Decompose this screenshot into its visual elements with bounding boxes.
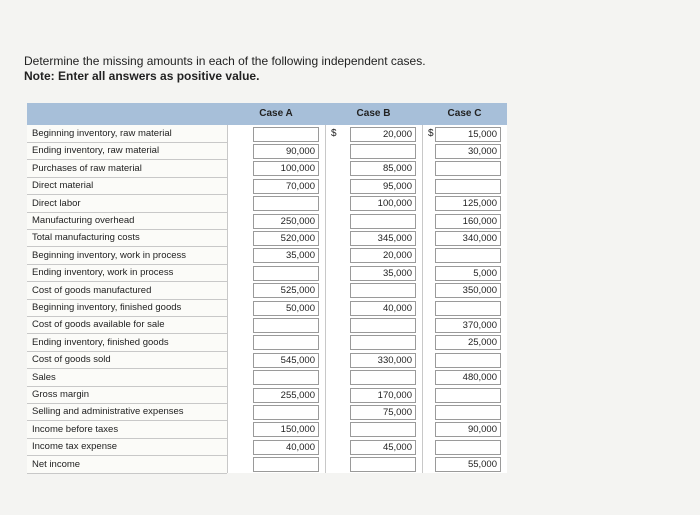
- case-c-input[interactable]: [435, 301, 501, 316]
- case-c-input[interactable]: [435, 196, 501, 211]
- case-b-input[interactable]: [350, 144, 416, 159]
- column-divider: [422, 125, 423, 473]
- case-c-input[interactable]: [435, 388, 501, 403]
- row-label: Beginning inventory, raw material: [27, 125, 227, 143]
- case-c-column: [422, 125, 507, 473]
- column-divider: [227, 125, 228, 473]
- case-c-input[interactable]: [435, 161, 501, 176]
- case-c-input[interactable]: [435, 405, 501, 420]
- case-a-input[interactable]: [253, 457, 319, 472]
- row-label: Income before taxes: [27, 421, 227, 439]
- row-label: Purchases of raw material: [27, 160, 227, 178]
- cases-table: [27, 103, 507, 473]
- row-label: Beginning inventory, finished goods: [27, 299, 227, 317]
- case-c-input[interactable]: [435, 283, 501, 298]
- case-b-input[interactable]: [350, 266, 416, 281]
- case-a-input[interactable]: [253, 440, 319, 455]
- question-prompt: Determine the missing amounts in each of the following independent cases.: [24, 54, 426, 68]
- case-a-input[interactable]: [253, 144, 319, 159]
- case-a-input[interactable]: [253, 179, 319, 194]
- row-label: Direct labor: [27, 195, 227, 213]
- row-label: Ending inventory, raw material: [27, 142, 227, 160]
- case-b-input[interactable]: [350, 161, 416, 176]
- case-c-input[interactable]: [435, 231, 501, 246]
- row-label: Beginning inventory, work in process: [27, 247, 227, 265]
- case-b-header: Case B: [356, 108, 391, 119]
- case-b-input[interactable]: [350, 370, 416, 385]
- case-c-input[interactable]: [435, 127, 501, 142]
- case-a-input[interactable]: [253, 196, 319, 211]
- row-label: Total manufacturing costs: [27, 229, 227, 247]
- case-a-input[interactable]: [253, 161, 319, 176]
- case-a-column: [227, 125, 325, 473]
- row-label: Cost of goods sold: [27, 351, 227, 369]
- case-b-input[interactable]: [350, 214, 416, 229]
- case-a-header: Case A: [259, 108, 293, 119]
- case-c-input[interactable]: [435, 440, 501, 455]
- case-c-input[interactable]: [435, 370, 501, 385]
- case-c-input[interactable]: [435, 179, 501, 194]
- question-note: Note: Enter all answers as positive value.: [24, 69, 260, 83]
- case-c-input[interactable]: [435, 214, 501, 229]
- case-b-input[interactable]: [350, 127, 416, 142]
- case-c-input[interactable]: [435, 318, 501, 333]
- row-label: Net income: [27, 456, 227, 474]
- case-c-input[interactable]: [435, 353, 501, 368]
- row-label: Income tax expense: [27, 438, 227, 456]
- case-c-header: Case C: [447, 108, 482, 119]
- instructions: [24, 54, 426, 84]
- case-c-input[interactable]: [435, 144, 501, 159]
- row-label: Direct material: [27, 177, 227, 195]
- case-b-input[interactable]: [350, 283, 416, 298]
- case-a-input[interactable]: [253, 335, 319, 350]
- case-a-input[interactable]: [253, 283, 319, 298]
- case-b-input[interactable]: [350, 335, 416, 350]
- case-a-input[interactable]: [253, 248, 319, 263]
- case-b-input[interactable]: [350, 231, 416, 246]
- row-label: Cost of goods manufactured: [27, 282, 227, 300]
- currency-symbol: $: [428, 128, 434, 139]
- case-a-input[interactable]: [253, 231, 319, 246]
- row-label: Selling and administrative expenses: [27, 403, 227, 421]
- case-b-input[interactable]: [350, 457, 416, 472]
- case-b-input[interactable]: [350, 179, 416, 194]
- case-c-input[interactable]: [435, 248, 501, 263]
- case-b-input[interactable]: [350, 196, 416, 211]
- case-a-input[interactable]: [253, 318, 319, 333]
- case-b-column: [325, 125, 422, 473]
- column-divider: [325, 125, 326, 473]
- row-label: Manufacturing overhead: [27, 212, 227, 230]
- case-c-input[interactable]: [435, 422, 501, 437]
- case-a-input[interactable]: [253, 127, 319, 142]
- row-label: Cost of goods available for sale: [27, 316, 227, 334]
- case-c-input[interactable]: [435, 457, 501, 472]
- case-c-input[interactable]: [435, 335, 501, 350]
- case-a-input[interactable]: [253, 301, 319, 316]
- case-a-input[interactable]: [253, 353, 319, 368]
- row-label: Gross margin: [27, 386, 227, 404]
- case-a-input[interactable]: [253, 266, 319, 281]
- case-a-input[interactable]: [253, 388, 319, 403]
- row-label: Ending inventory, finished goods: [27, 334, 227, 352]
- case-a-input[interactable]: [253, 370, 319, 385]
- case-a-input[interactable]: [253, 422, 319, 437]
- case-b-input[interactable]: [350, 388, 416, 403]
- case-b-input[interactable]: [350, 440, 416, 455]
- row-label: Sales: [27, 369, 227, 387]
- case-b-input[interactable]: [350, 301, 416, 316]
- case-b-input[interactable]: [350, 353, 416, 368]
- currency-symbol: $: [331, 128, 337, 139]
- case-a-input[interactable]: [253, 214, 319, 229]
- row-label: Ending inventory, work in process: [27, 264, 227, 282]
- case-b-input[interactable]: [350, 422, 416, 437]
- case-b-input[interactable]: [350, 318, 416, 333]
- case-a-input[interactable]: [253, 405, 319, 420]
- case-b-input[interactable]: [350, 405, 416, 420]
- case-b-input[interactable]: [350, 248, 416, 263]
- case-c-input[interactable]: [435, 266, 501, 281]
